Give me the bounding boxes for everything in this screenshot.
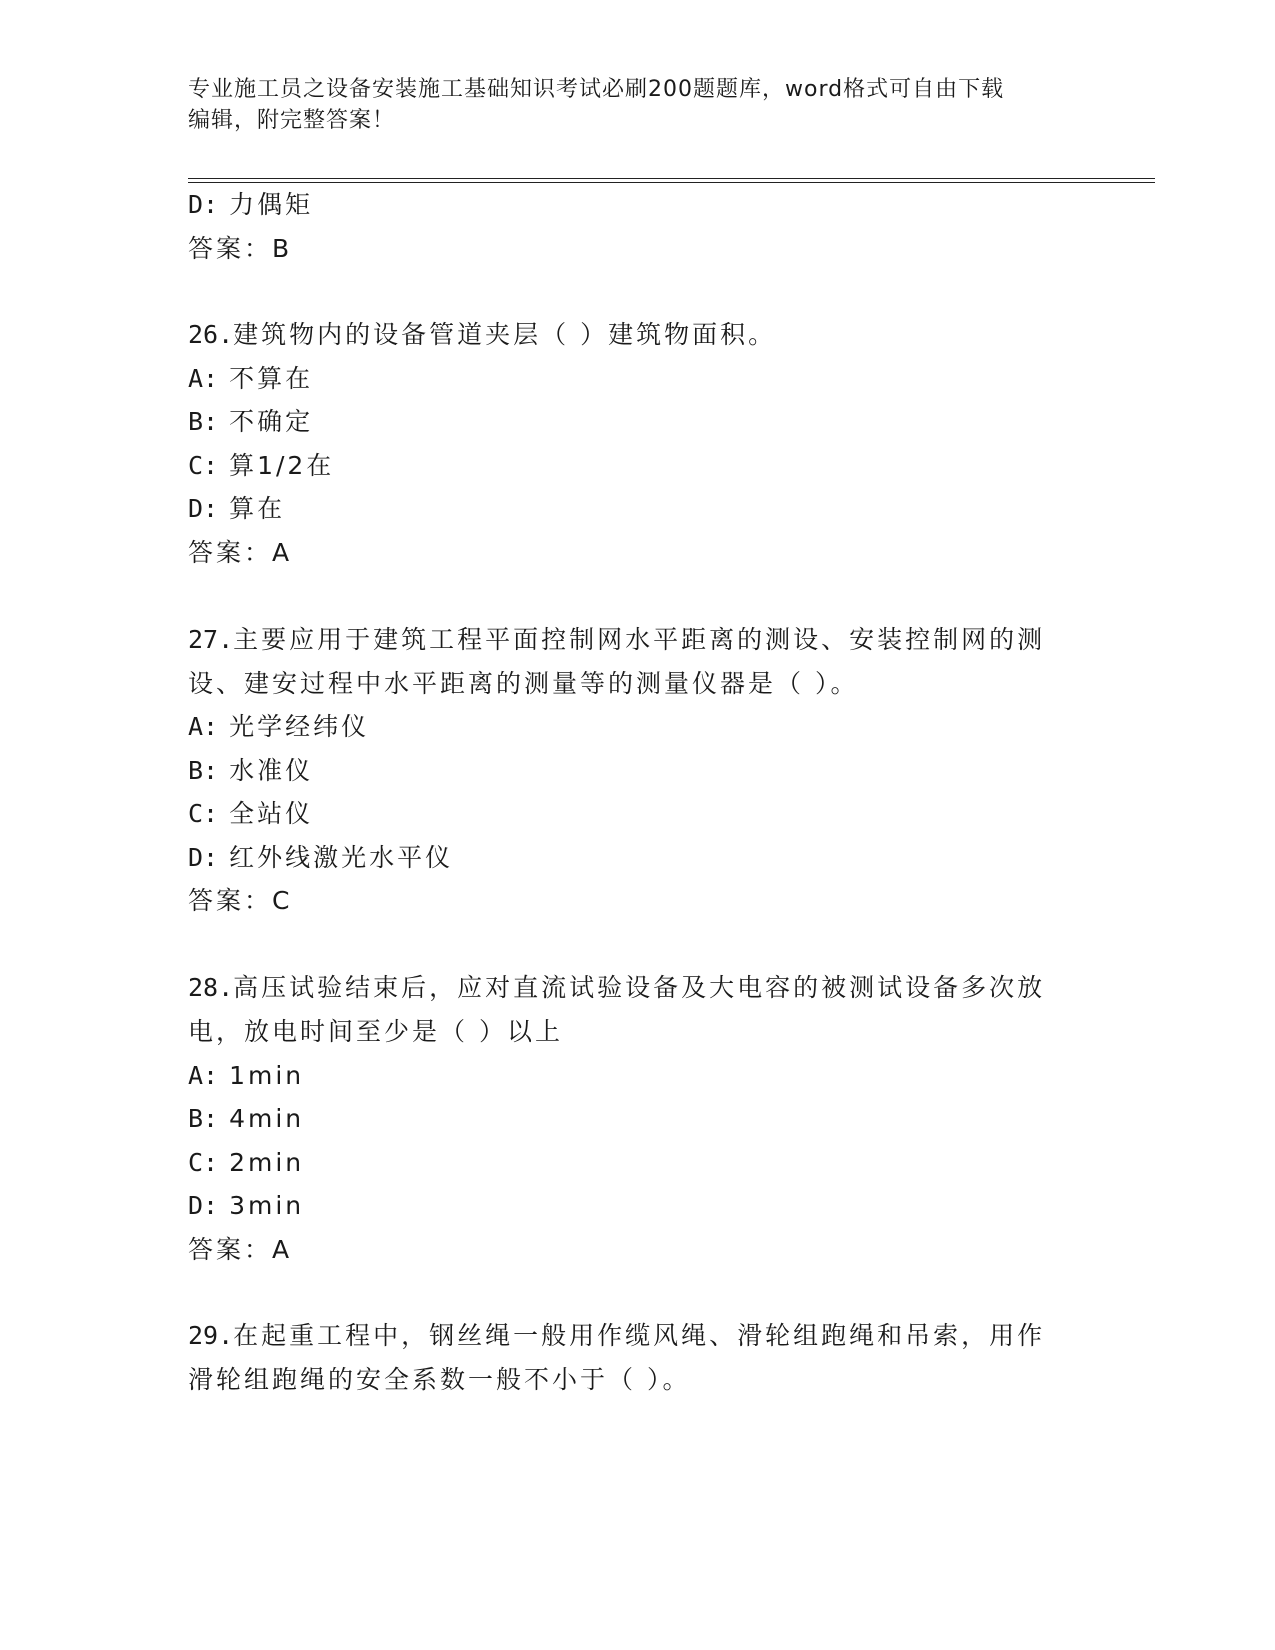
option-text: 水准仪 [229, 756, 314, 785]
question-28-stem-line-1 [188, 973, 1045, 1003]
option-text: 全站仪 [229, 799, 314, 828]
document-header [188, 74, 1068, 136]
option-label: B: [188, 1104, 219, 1133]
q26-option-c [188, 451, 334, 481]
q28-option-a [188, 1061, 304, 1091]
question-28-stem-line-2: 电，放电时间至少是（ ）以上 [188, 1017, 563, 1046]
question-number: 27. [188, 625, 234, 654]
option-label: A: [188, 1061, 219, 1090]
q28-option-c [188, 1148, 304, 1178]
option-text: 算1/2在 [229, 451, 335, 480]
question-29-stem-line-2: 滑轮组跑绳的安全系数一般不小于（ ）。 [188, 1365, 691, 1394]
option-label: D: [188, 190, 219, 219]
q28-option-d [188, 1191, 304, 1221]
question-29-stem-line-1 [188, 1321, 1045, 1351]
question-text: 主要应用于建筑工程平面控制网水平距离的测设、安装控制网的测 [233, 625, 1046, 654]
option-label: D: [188, 843, 219, 872]
question-27-stem-line-2: 设、建安过程中水平距离的测量等的测量仪器是（ ）。 [188, 669, 859, 698]
option-text: 红外线激光水平仪 [229, 843, 454, 872]
q27-option-c [188, 799, 313, 829]
option-text: 4min [229, 1104, 305, 1133]
prev-option-d [188, 190, 313, 220]
option-text: 力偶矩 [229, 190, 314, 219]
question-text: 高压试验结束后，应对直流试验设备及大电容的被测试设备多次放 [233, 973, 1046, 1002]
option-label: D: [188, 494, 219, 523]
option-text: 不算在 [229, 364, 314, 393]
option-text: 光学经纬仪 [229, 712, 370, 741]
question-number: 29. [188, 1321, 234, 1350]
question-26-stem [188, 320, 776, 350]
option-text: 1min [229, 1061, 305, 1090]
header-divider-top [188, 178, 1155, 179]
q27-answer: 答案：C [188, 886, 293, 915]
option-text: 3min [229, 1191, 305, 1220]
header-divider-bottom [188, 182, 1155, 183]
question-27-stem-line-1 [188, 625, 1045, 655]
question-number: 28. [188, 973, 234, 1002]
q26-option-d [188, 494, 285, 524]
q26-option-b [188, 407, 313, 437]
question-text: 在起重工程中，钢丝绳一般用作缆风绳、滑轮组跑绳和吊索，用作 [233, 1321, 1046, 1350]
option-label: A: [188, 364, 219, 393]
q28-option-b [188, 1104, 304, 1134]
option-label: D: [188, 1191, 219, 1220]
option-label: B: [188, 407, 219, 436]
question-number: 26. [188, 320, 234, 349]
option-label: C: [188, 799, 219, 828]
option-label: A: [188, 712, 219, 741]
question-text: 建筑物内的设备管道夹层（ ）建筑物面积。 [233, 320, 777, 349]
option-text: 不确定 [229, 407, 314, 436]
q27-option-b [188, 756, 313, 786]
q26-answer: 答案：A [188, 538, 293, 567]
q26-option-a [188, 364, 313, 394]
option-label: C: [188, 1148, 219, 1177]
option-text: 2min [229, 1148, 305, 1177]
header-line-1: 专业施工员之设备安装施工基础知识考试必刷200题题库，word格式可自由下载 [188, 77, 1005, 102]
option-label: B: [188, 756, 219, 785]
header-line-2: 编辑，附完整答案！ [188, 108, 396, 133]
q28-answer: 答案：A [188, 1235, 293, 1264]
prev-answer: 答案：B [188, 234, 293, 263]
option-label: C: [188, 451, 219, 480]
option-text: 算在 [229, 494, 286, 523]
q27-option-d [188, 843, 453, 873]
q27-option-a [188, 712, 369, 742]
